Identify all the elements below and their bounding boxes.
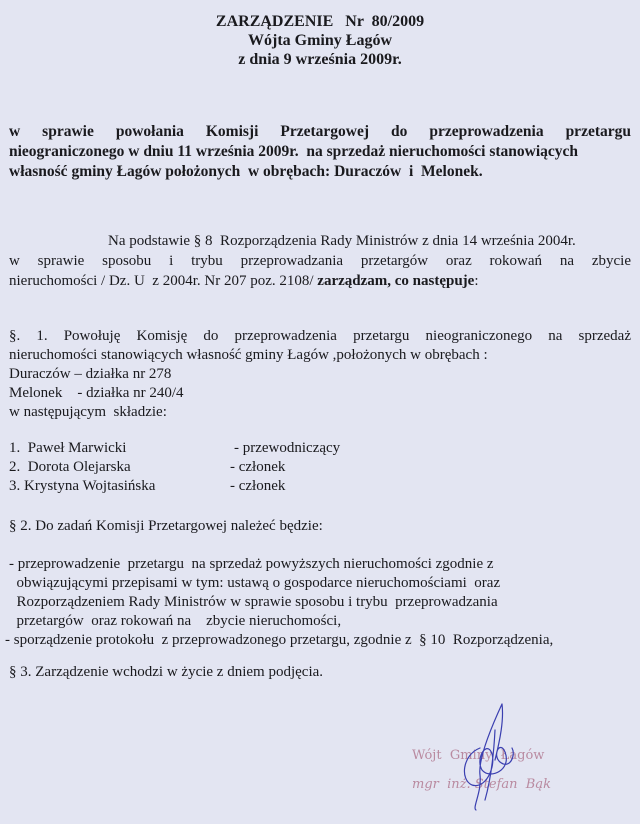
member-name: 1. Paweł Marwicki — [9, 440, 127, 456]
section2-line: przetargów oraz rokowań na zbycie nieruchomości, — [9, 613, 342, 629]
document-issuer: Wójta Gminy Łagów — [248, 32, 392, 49]
subject-line-1: w sprawie powołania Komisji Przetargowej do przeprowadzenia przetargu — [9, 123, 631, 140]
member-role: - członek — [230, 478, 286, 494]
preamble-colon: : — [474, 273, 479, 289]
stamp-name-text: mgr inż. Stefan Bąk — [412, 777, 551, 792]
section1-line-1: §. 1. Powołuję Komisję do przeprowadzenia przetargu nieograniczonego na sprzedaż — [9, 328, 631, 344]
composition-label: w następującym składzie: — [9, 404, 167, 420]
handwritten-signature — [450, 700, 540, 815]
preamble-line-1: Na podstawie § 8 Rozporządzenia Rady Ministrów z dnia 14 września 2004r. — [108, 233, 576, 249]
subject-line-3: własność gminy Łagów położonych w obrębach: Duraczów i Melonek. — [9, 163, 483, 180]
section2-line: - sporządzenie protokołu z przeprowadzonego przetargu, zgodnie z § 10 Rozporządzenia, — [5, 632, 554, 648]
section2-line: - przeprowadzenie przetargu na sprzedaż powyższych nieruchomości zgodnie z — [9, 556, 494, 572]
subject-line-2: nieograniczonego w dniu 11 września 2009r. na sprzedaż nieruchomości stanowiących — [9, 143, 579, 160]
stamp-title: Wójt Gminy Łagów — [412, 748, 545, 763]
member-role: - przewodniczący — [234, 440, 341, 456]
section2-line: obwiązującymi przepisami w tym: ustawą o gospodarce nieruchomościami oraz — [9, 575, 501, 591]
preamble-line-3 — [9, 273, 479, 290]
document-date: z dnia 9 września 2009r. — [238, 51, 402, 68]
section1-line-2: nieruchomości stanowiących własność gminy Łagów ,położonych w obrębach : — [9, 347, 488, 363]
section2-line: Rozporządzeniem Rady Ministrów w sprawie sposobu i trybu przeprowadzania — [9, 594, 498, 610]
member-name: 2. Dorota Olejarska — [9, 459, 131, 475]
parcel-item: Duraczów – działka nr 278 — [9, 366, 172, 382]
document-title: ZARZĄDZENIE Nr 80/2009 — [215, 13, 425, 30]
preamble-decree-phrase: zarządzam, co następuje — [317, 273, 475, 289]
section3-text: § 3. Zarządzenie wchodzi w życie z dniem podjęcia. — [9, 664, 324, 680]
signature-stroke — [464, 704, 513, 810]
preamble-line-2: w sprawie sposobu i trybu przeprowadzania przetargów oraz rokowań na zbycie — [9, 253, 631, 269]
member-name: 3. Krystyna Wojtasińska — [9, 478, 156, 494]
parcel-item: Melonek - działka nr 240/4 — [9, 385, 184, 401]
preamble-citation: nieruchomości / Dz. U z 2004r. Nr 207 poz. 2108/ — [9, 273, 318, 289]
member-role: - członek — [230, 459, 286, 475]
section2-title: § 2. Do zadań Komisji Przetargowej należeć będzie: — [9, 518, 323, 534]
